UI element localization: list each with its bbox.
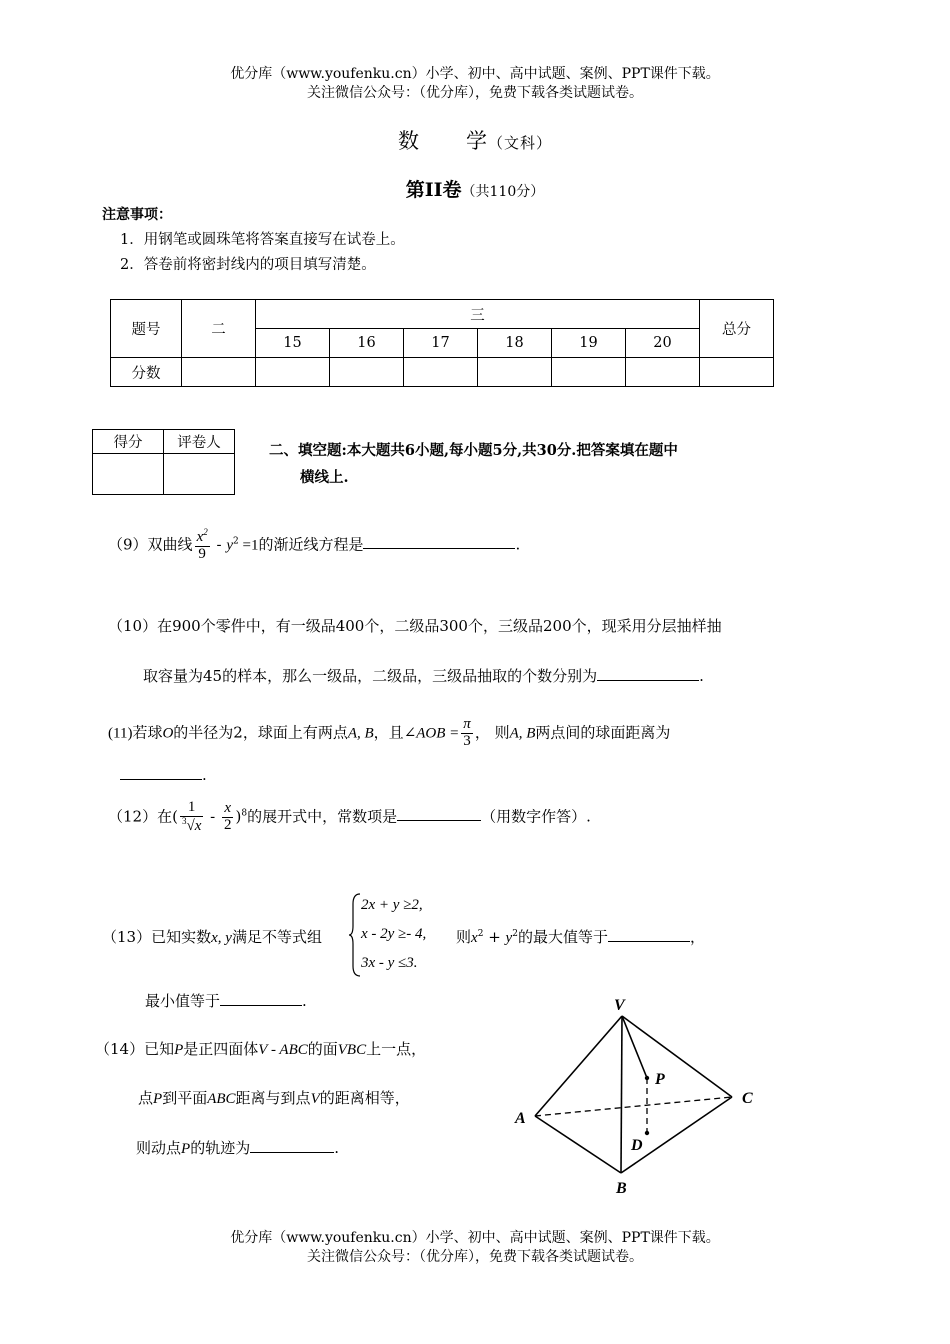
question-13-prefix — [102, 926, 322, 947]
q13-end: . — [302, 992, 307, 1010]
footer-line-1: 优分库（www.youfenku.cn）小学、初中、高中试题、案例、PPT课件下载。 — [230, 1230, 720, 1246]
q12-text-a: 在( — [157, 807, 178, 826]
question-11 — [108, 717, 670, 750]
q11-end: . — [202, 766, 207, 784]
header-line-1: 优分库（www.youfenku.cn）小学、初中、高中试题、案例、PPT课件下载。 — [230, 66, 720, 82]
q11-text-b: 的半径为2，球面上有两点 — [173, 723, 348, 742]
score-cell[interactable] — [478, 358, 552, 387]
q14-line-2a: 点 — [138, 1089, 154, 1107]
q12-exp: 8 — [241, 808, 248, 819]
label-V: V — [614, 997, 625, 1014]
label-B: B — [616, 1180, 627, 1197]
grader-score-cell[interactable] — [93, 454, 164, 495]
q11-text-d: ， 则 — [474, 723, 510, 742]
q9-answer-blank[interactable] — [363, 534, 515, 549]
question-10-line-2 — [143, 665, 704, 686]
q13-xy: x, y — [211, 930, 232, 946]
q13-max-blank[interactable] — [608, 927, 690, 942]
q14-end: . — [334, 1139, 339, 1157]
score-cell[interactable] — [404, 358, 478, 387]
q14-line-3a: 则动点 — [136, 1139, 182, 1157]
tetrahedron-figure — [500, 990, 780, 1205]
q14-line-3b: 的轨迹为 — [190, 1139, 251, 1157]
q12-one: 1 — [187, 799, 196, 815]
header-line-2: 关注微信公众号：（优分库），免费下载各类试题试卷。 — [307, 85, 643, 101]
q14-P-1: P — [174, 1042, 184, 1058]
q13-brace — [348, 892, 362, 978]
score-cell[interactable] — [182, 358, 256, 387]
question-13-line-2 — [145, 990, 307, 1011]
q12-num: （12） — [108, 807, 158, 826]
grader-score-label: 得分 — [93, 430, 164, 454]
score-table-header: 题号 — [111, 300, 182, 358]
title-char-a: 数 — [397, 129, 420, 153]
q11-line-2 — [120, 765, 207, 784]
q11-pi: π — [463, 716, 471, 732]
q14-num: （14） — [95, 1040, 145, 1058]
score-table-total: 总分 — [700, 300, 774, 358]
section-heading-line-2: 横线上. — [300, 469, 349, 486]
q13-x2: x — [471, 930, 478, 946]
page-title — [0, 125, 950, 155]
q11-O: O — [162, 725, 174, 742]
q10-line-2-text: 取容量为45的样本，那么一级品，二级品，三级品抽取的个数分别为 — [143, 667, 598, 685]
q9-frac-den: 9 — [195, 546, 210, 563]
score-table-num: 20 — [626, 329, 700, 358]
q13-y2: y — [505, 930, 513, 946]
score-table — [110, 299, 774, 387]
q13-ineq-3: 3x - y ≤3. — [361, 955, 418, 971]
title-char-b: 学 — [465, 129, 488, 153]
q11-three: 3 — [461, 733, 473, 750]
q9-minus: - — [211, 535, 227, 554]
score-cell[interactable] — [330, 358, 404, 387]
edge-VA — [535, 1016, 622, 1116]
q9-end: . — [515, 535, 521, 554]
section-heading-line-1: 二、填空题:本大题共6小题,每小题5分,共30分.把答案填在题中 — [269, 442, 678, 459]
volume-sub: （共110分） — [461, 184, 545, 200]
q14-P-3: P — [181, 1141, 191, 1157]
question-14-line-2 — [138, 1087, 410, 1108]
q11-AB-2: A, B — [509, 725, 536, 742]
q13-plus: + — [483, 928, 506, 946]
q13-text-d: 的最大值等于 — [517, 928, 608, 946]
question-13-suffix: 则$x^2 + y^2$的最大值等于 ， — [456, 928, 705, 946]
edge-AC-hidden — [535, 1097, 732, 1116]
q14-vbc: VBC — [337, 1042, 367, 1058]
score-table-num: 18 — [478, 329, 552, 358]
q12-pow: ) — [235, 807, 242, 826]
score-table-num: 17 — [404, 329, 478, 358]
q13-text-a: 已知实数 — [151, 928, 212, 946]
q13-line-2-text: 最小值等于 — [145, 992, 221, 1010]
q13-comma: ， — [689, 928, 705, 946]
score-table-score-label: 分数 — [111, 358, 182, 387]
q14-vabc: V - ABC — [258, 1042, 308, 1058]
score-table-num: 16 — [330, 329, 404, 358]
q12-text-b: 的展开式中，常数项是 — [247, 807, 398, 826]
question-14-line-1 — [95, 1038, 426, 1059]
point-P — [645, 1076, 649, 1080]
note-item-2: 2．答卷前将密封线内的项目填写清楚。 — [120, 257, 376, 273]
score-table-num: 19 — [552, 329, 626, 358]
point-D — [645, 1131, 649, 1135]
score-cell[interactable] — [700, 358, 774, 387]
question-10-line-1: （10）在900个零件中，有一级品400个，二级品300个，三级品200个，现采用分层抽样抽 — [108, 617, 722, 635]
q9-num: （9） — [108, 535, 148, 554]
q13-num: （13） — [102, 928, 152, 946]
q12-root-x: x — [194, 817, 202, 834]
q14-P-2: P — [153, 1091, 163, 1107]
q11-text-c: ，且 — [373, 723, 404, 742]
q9-eq: =1 — [238, 537, 259, 554]
q12-two: 2 — [223, 816, 232, 833]
score-table-num: 15 — [256, 329, 330, 358]
note-item-1: 1．用钢笔或圆珠笔将答案直接写在试卷上。 — [120, 232, 405, 248]
q10-answer-blank[interactable] — [597, 666, 699, 681]
q11-text-e: 两点间的球面距离为 — [535, 723, 671, 742]
q12-answer-blank[interactable] — [397, 806, 481, 821]
q14-text-d: 上一点， — [366, 1040, 427, 1058]
q13-text-c: 则 — [456, 928, 472, 946]
question-12: （12）在( $\frac{1}{^3√x}$ - $\frac{x}{2}$ )$^8$的展开式中，常数项是 （用数字作答）. — [108, 799, 591, 834]
q14-abc: ABC — [207, 1091, 236, 1107]
q13-ineq-2: x - 2y ≥- 4, — [361, 926, 427, 942]
edge-CB — [621, 1097, 732, 1173]
q9-text-a: 双曲线 — [147, 535, 193, 554]
q10-end: . — [699, 667, 704, 685]
score-cell[interactable] — [256, 358, 330, 387]
score-cell[interactable] — [552, 358, 626, 387]
q14-line-2b: 到平面 — [162, 1089, 208, 1107]
q9-frac-num: x — [196, 529, 204, 545]
notes-heading: 注意事项： — [102, 207, 172, 223]
edge-VB — [621, 1016, 622, 1173]
grader-table — [92, 429, 235, 495]
question-9: （9）双曲线 $\frac{x^2}{9}$ - $y^2 =1$的渐近线方程是 . — [108, 527, 521, 562]
title-sub: （文科） — [487, 134, 552, 152]
label-A: A — [515, 1110, 526, 1127]
footer-line-2: 关注微信公众号：（优分库），免费下载各类试题试卷。 — [307, 1249, 643, 1265]
score-table-col-two: 二 — [182, 300, 256, 358]
q13-text-b: 满足不等式组 — [231, 928, 322, 946]
q9-text-b: 的渐近线方程是 — [258, 535, 364, 554]
q13-min-blank[interactable] — [220, 991, 302, 1006]
q11-num: (11) — [108, 725, 133, 742]
q14-text-c: 的面 — [307, 1040, 338, 1058]
q12-x: x — [224, 800, 232, 816]
q11-answer-blank[interactable] — [120, 765, 202, 780]
question-14-line-3 — [136, 1137, 339, 1158]
q9-y: y — [226, 537, 234, 554]
q12-root-index: 3 — [181, 815, 187, 826]
q11-text-a: 若球 — [132, 723, 163, 742]
q13-ineq-1: 2x + y ≥2, — [361, 897, 423, 913]
label-P: P — [655, 1071, 665, 1088]
volume-main: 第II卷 — [405, 179, 462, 201]
score-cell[interactable] — [626, 358, 700, 387]
q12-minus: - — [205, 807, 220, 826]
label-C: C — [742, 1090, 753, 1107]
q14-text-b: 是正四面体 — [183, 1040, 259, 1058]
q14-V: V — [310, 1091, 320, 1107]
grader-label: 评卷人 — [164, 430, 235, 454]
grader-cell[interactable] — [164, 454, 235, 495]
volume-title — [0, 175, 950, 202]
q14-answer-blank[interactable] — [250, 1138, 334, 1153]
q11-angle: ∠AOB = — [403, 725, 460, 742]
q11-AB-1: A, B — [347, 725, 374, 742]
q12-text-c: （用数字作答）. — [481, 807, 591, 826]
score-table-col-three: 三 — [256, 300, 700, 329]
edge-AB — [535, 1116, 621, 1173]
q14-line-2d: 的距离相等， — [319, 1089, 410, 1107]
q14-line-2c: 距离与到点 — [235, 1089, 311, 1107]
label-D: D — [631, 1137, 643, 1154]
q14-text-a: 已知 — [144, 1040, 175, 1058]
